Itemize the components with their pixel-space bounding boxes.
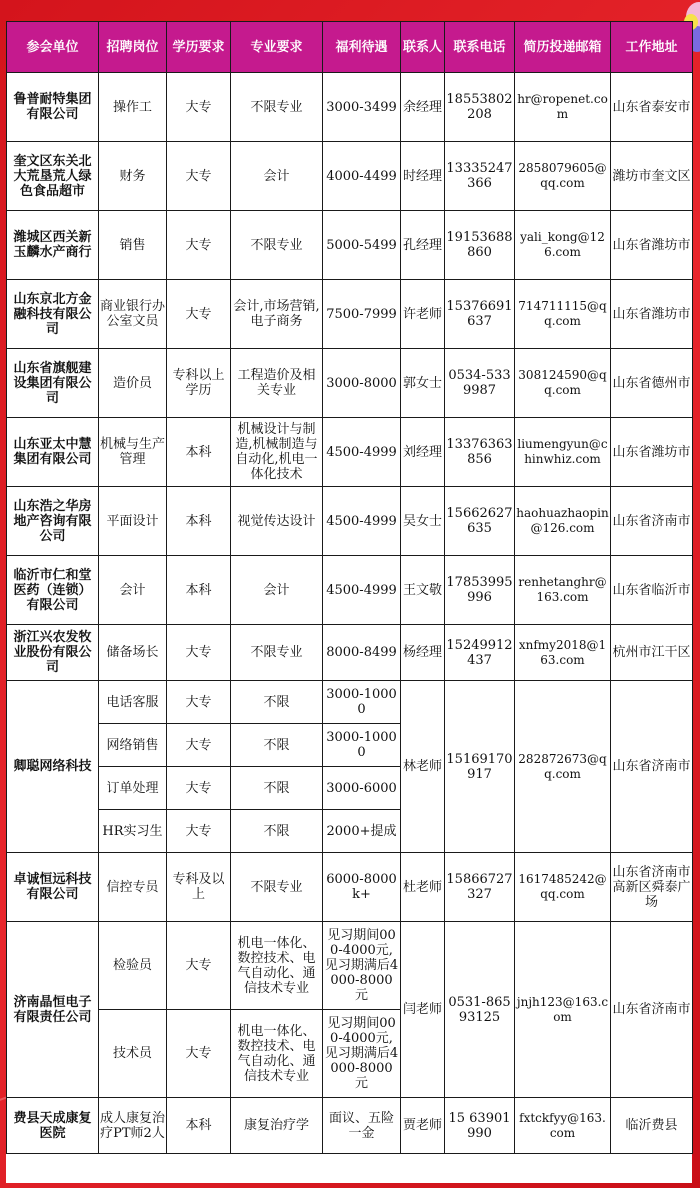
position-cell: 造价员 xyxy=(99,349,167,418)
table-row xyxy=(7,1098,693,1154)
contact-cell: 郭女士 xyxy=(401,349,445,418)
education-cell: 大专 xyxy=(167,810,231,853)
table-row xyxy=(7,349,693,418)
position-cell: 销售 xyxy=(99,211,167,280)
major-cell: 不限 xyxy=(231,681,323,724)
phone-cell: 19153688860 xyxy=(445,211,515,280)
salary-cell: 6000-8000k+ xyxy=(323,853,401,922)
contact-cell: 杜老师 xyxy=(401,853,445,922)
education-cell: 专科及以上 xyxy=(167,853,231,922)
position-cell: HR实习生 xyxy=(99,810,167,853)
major-cell: 不限 xyxy=(231,724,323,767)
table-row xyxy=(7,280,693,349)
address-cell: 杭州市江干区 xyxy=(611,625,693,681)
position-cell: 财务 xyxy=(99,142,167,211)
phone-cell: 13376363856 xyxy=(445,418,515,487)
phone-cell: 17853995996 xyxy=(445,556,515,625)
salary-cell: 4500-4999 xyxy=(323,556,401,625)
education-cell: 大专 xyxy=(167,625,231,681)
major-cell: 不限专业 xyxy=(231,625,323,681)
contact-cell: 闫老师 xyxy=(401,922,445,1098)
major-cell: 工程造价及相关专业 xyxy=(231,349,323,418)
salary-cell: 3000-3499 xyxy=(323,73,401,142)
company-cell: 山东京北方金融科技有限公司 xyxy=(7,280,99,349)
email-cell: 714711115@qq.com xyxy=(515,280,611,349)
education-cell: 本科 xyxy=(167,556,231,625)
education-cell: 大专 xyxy=(167,1010,231,1098)
major-cell: 会计 xyxy=(231,556,323,625)
header-major: 专业要求 xyxy=(231,22,323,73)
contact-cell: 时经理 xyxy=(401,142,445,211)
table-row xyxy=(7,625,693,681)
phone-cell: 15249912437 xyxy=(445,625,515,681)
education-cell: 本科 xyxy=(167,487,231,556)
company-cell: 山东亚太中慧集团有限公司 xyxy=(7,418,99,487)
salary-cell: 8000-8499 xyxy=(323,625,401,681)
major-cell: 不限 xyxy=(231,767,323,810)
major-cell: 不限专业 xyxy=(231,211,323,280)
position-cell: 机械与生产管理 xyxy=(99,418,167,487)
phone-cell: 15169170917 xyxy=(445,681,515,853)
address-cell: 山东省济南市高新区舜泰广场 xyxy=(611,853,693,922)
email-cell: 2858079605@qq.com xyxy=(515,142,611,211)
header-email: 简历投递邮箱 xyxy=(515,22,611,73)
contact-cell: 刘经理 xyxy=(401,418,445,487)
education-cell: 大专 xyxy=(167,724,231,767)
company-cell: 济南晶恒电子有限责任公司 xyxy=(7,922,99,1098)
salary-cell: 见习期间000-4000元,见习期满后4000-8000元 xyxy=(323,922,401,1010)
company-cell: 浙江兴农发牧业股份有限公司 xyxy=(7,625,99,681)
header-company: 参会单位 xyxy=(7,22,99,73)
email-cell: 282872673@qq.com xyxy=(515,681,611,853)
position-cell: 信控专员 xyxy=(99,853,167,922)
phone-cell: 0534-5339987 xyxy=(445,349,515,418)
header-row xyxy=(7,22,693,73)
contact-cell: 贾老师 xyxy=(401,1098,445,1154)
education-cell: 大专 xyxy=(167,73,231,142)
address-cell: 山东省济南市 xyxy=(611,922,693,1098)
header-education: 学历要求 xyxy=(167,22,231,73)
header-phone: 联系电话 xyxy=(445,22,515,73)
salary-cell: 3000-10000 xyxy=(323,724,401,767)
contact-cell: 许老师 xyxy=(401,280,445,349)
header-contact: 联系人 xyxy=(401,22,445,73)
education-cell: 大专 xyxy=(167,767,231,810)
company-cell: 山东省旗舰建设集团有限公司 xyxy=(7,349,99,418)
salary-cell: 7500-7999 xyxy=(323,280,401,349)
email-cell: hr@ropenet.com xyxy=(515,73,611,142)
salary-cell: 4500-4999 xyxy=(323,418,401,487)
phone-cell: 0531-86593125 xyxy=(445,922,515,1098)
phone-cell: 15662627635 xyxy=(445,487,515,556)
major-cell: 机械设计与制造,机械制造与自动化,机电一体化技术 xyxy=(231,418,323,487)
company-cell: 费县天成康复医院 xyxy=(7,1098,99,1154)
table-row xyxy=(7,73,693,142)
phone-cell: 15 63901990 xyxy=(445,1098,515,1154)
education-cell: 大专 xyxy=(167,211,231,280)
contact-cell: 王文敬 xyxy=(401,556,445,625)
table-row xyxy=(7,922,693,1010)
position-cell: 订单处理 xyxy=(99,767,167,810)
table-row xyxy=(7,211,693,280)
address-cell: 山东省济南市 xyxy=(611,487,693,556)
education-cell: 大专 xyxy=(167,922,231,1010)
major-cell: 视觉传达设计 xyxy=(231,487,323,556)
salary-cell: 见习期间000-4000元,见习期满后4000-8000元 xyxy=(323,1010,401,1098)
header-position: 招聘岗位 xyxy=(99,22,167,73)
position-cell: 储备场长 xyxy=(99,625,167,681)
education-cell: 大专 xyxy=(167,142,231,211)
major-cell: 不限专业 xyxy=(231,73,323,142)
company-cell: 临沂市仁和堂医药（连锁）有限公司 xyxy=(7,556,99,625)
position-cell: 电话客服 xyxy=(99,681,167,724)
salary-cell: 4500-4999 xyxy=(323,487,401,556)
education-cell: 大专 xyxy=(167,280,231,349)
contact-cell: 孔经理 xyxy=(401,211,445,280)
email-cell: 1617485242@qq.com xyxy=(515,853,611,922)
education-cell: 专科以上学历 xyxy=(167,349,231,418)
table-row xyxy=(7,556,693,625)
major-cell: 不限 xyxy=(231,810,323,853)
table-row xyxy=(7,418,693,487)
salary-cell: 4000-4499 xyxy=(323,142,401,211)
email-cell: liumengyun@chinwhiz.com xyxy=(515,418,611,487)
job-table-container xyxy=(6,21,692,1183)
phone-cell: 13335247366 xyxy=(445,142,515,211)
salary-cell: 面议、五险一金 xyxy=(323,1098,401,1154)
education-cell: 大专 xyxy=(167,681,231,724)
email-cell: haohuazhaopin@126.com xyxy=(515,487,611,556)
position-cell: 检验员 xyxy=(99,922,167,1010)
email-cell: yali_kong@126.com xyxy=(515,211,611,280)
email-cell: 308124590@qq.com xyxy=(515,349,611,418)
major-cell: 康复治疗学 xyxy=(231,1098,323,1154)
email-cell: xnfmy2018@163.com xyxy=(515,625,611,681)
address-cell: 山东省泰安市 xyxy=(611,73,693,142)
table-row xyxy=(7,853,693,922)
position-cell: 操作工 xyxy=(99,73,167,142)
salary-cell: 3000-10000 xyxy=(323,681,401,724)
position-cell: 技术员 xyxy=(99,1010,167,1098)
education-cell: 本科 xyxy=(167,1098,231,1154)
company-cell: 奎文区东关北大荒垦荒人绿色食品超市 xyxy=(7,142,99,211)
phone-cell: 15866727327 xyxy=(445,853,515,922)
address-cell: 潍坊市奎文区 xyxy=(611,142,693,211)
contact-cell: 杨经理 xyxy=(401,625,445,681)
address-cell: 山东省临沂市 xyxy=(611,556,693,625)
major-cell: 会计,市场营销,电子商务 xyxy=(231,280,323,349)
phone-cell: 15376691637 xyxy=(445,280,515,349)
phone-cell: 18553802208 xyxy=(445,73,515,142)
company-cell: 卓诚恒远科技有限公司 xyxy=(7,853,99,922)
company-cell: 卿聪网络科技 xyxy=(7,681,99,853)
salary-cell: 3000-8000 xyxy=(323,349,401,418)
header-address: 工作地址 xyxy=(611,22,693,73)
major-cell: 机电一体化、数控技术、电气自动化、通信技术专业 xyxy=(231,1010,323,1098)
address-cell: 山东省潍坊市 xyxy=(611,211,693,280)
position-cell: 会计 xyxy=(99,556,167,625)
position-cell: 平面设计 xyxy=(99,487,167,556)
table-row xyxy=(7,681,693,724)
company-cell: 山东浩之华房地产咨询有限公司 xyxy=(7,487,99,556)
table-row xyxy=(7,142,693,211)
position-cell: 成人康复治疗PT师2人 xyxy=(99,1098,167,1154)
address-cell: 山东省潍坊市 xyxy=(611,418,693,487)
table-row xyxy=(7,487,693,556)
salary-cell: 2000+提成 xyxy=(323,810,401,853)
position-cell: 网络销售 xyxy=(99,724,167,767)
salary-cell: 3000-6000 xyxy=(323,767,401,810)
email-cell: fxtckfyy@163.com xyxy=(515,1098,611,1154)
address-cell: 临沂费县 xyxy=(611,1098,693,1154)
address-cell: 山东省德州市 xyxy=(611,349,693,418)
job-listing-table xyxy=(6,21,693,1154)
salary-cell: 5000-5499 xyxy=(323,211,401,280)
address-cell: 山东省济南市 xyxy=(611,681,693,853)
major-cell: 机电一体化、数控技术、电气自动化、通信技术专业 xyxy=(231,922,323,1010)
position-cell: 商业银行办公室文员 xyxy=(99,280,167,349)
company-cell: 潍城区西关新玉麟水产商行 xyxy=(7,211,99,280)
contact-cell: 吴女士 xyxy=(401,487,445,556)
email-cell: renhetanghr@163.com xyxy=(515,556,611,625)
contact-cell: 林老师 xyxy=(401,681,445,853)
major-cell: 不限专业 xyxy=(231,853,323,922)
education-cell: 本科 xyxy=(167,418,231,487)
contact-cell: 余经理 xyxy=(401,73,445,142)
header-salary: 福利待遇 xyxy=(323,22,401,73)
major-cell: 会计 xyxy=(231,142,323,211)
email-cell: jnjh123@163.com xyxy=(515,922,611,1098)
address-cell: 山东省潍坊市 xyxy=(611,280,693,349)
company-cell: 鲁普耐特集团有限公司 xyxy=(7,73,99,142)
